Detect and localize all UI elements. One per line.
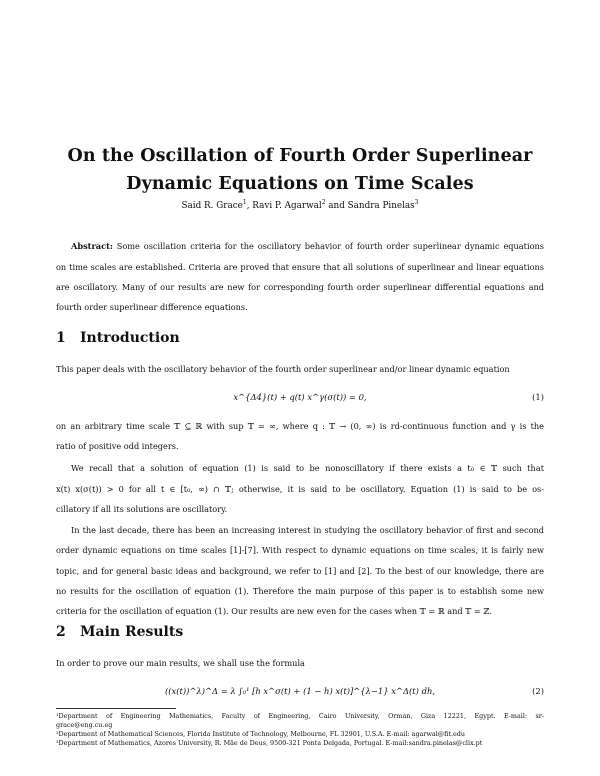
body-line: on an arbitrary time scale 𝕋 ⊆ ℝ with sup 𝕋 = ∞, where q : 𝕋 → (0, ∞) is rd-continuous function and γ is the xyxy=(56,421,544,431)
footnote: ²Department of Mathematical Sciences, Florida Institute of Technology, Melbourne, FL 32901, U.S.A. E-mail: agarwal@fit.edu xyxy=(56,730,466,738)
equation-1 xyxy=(56,392,544,406)
equation-formula: ((x(t))^λ)^Δ = λ ∫₀¹ [h x^σ(t) + (1 − h) x(t)]^{λ−1} x^Δ(t) dh, xyxy=(164,686,436,696)
body-line: We recall that a solution of equation (1) is said to be nonoscillatory if there exists a t₀ ∈ 𝕋 such that xyxy=(71,463,544,473)
section-number: 2 xyxy=(56,624,66,640)
section-title: Main Results xyxy=(80,624,184,640)
paper-title-line-1: On the Oscillation of Fourth Order Superlinear xyxy=(67,146,533,166)
body-line: no results for the oscillation of equation (1). Therefore the main purpose of this paper is to establish some new xyxy=(56,586,544,596)
author-footnote-mark: 2 xyxy=(321,199,326,207)
footnote: ¹Department of Engineering Mathematics, Faculty of Engineering, Cairo University, Orman, Giza 12221, Egypt. E-mail: sr- xyxy=(56,712,544,720)
section-heading-main-results xyxy=(56,624,183,640)
abstract-line: are oscillatory. Many of our results are new for corresponding fourth order superlinear differential equations and xyxy=(56,282,544,292)
equation-number: (1) xyxy=(532,392,544,402)
abstract-text: Some oscillation criteria for the oscillatory behavior of fourth order superlinear dynamic equations xyxy=(112,241,544,251)
author-footnote-mark: 3 xyxy=(414,199,419,207)
abstract-label: Abstract: xyxy=(71,241,113,251)
body-line: This paper deals with the oscillatory behavior of the fourth order superlinear and/or linear dynamic equation xyxy=(56,364,510,374)
footnote-rule xyxy=(56,708,176,709)
body-line: In the last decade, there has been an increasing interest in studying the oscillatory behavior of first and second xyxy=(71,525,544,535)
section-title: Introduction xyxy=(80,330,180,346)
abstract-line: fourth order superlinear difference equations. xyxy=(56,302,248,312)
author-name: , Ravi P. Agarwal xyxy=(246,201,322,211)
body-line: cillatory if all its solutions are oscillatory. xyxy=(56,504,228,514)
body-line: order dynamic equations on time scales [1]-[7]. With respect to dynamic equations on time scales, it is fairly new xyxy=(56,545,544,555)
author-list xyxy=(0,201,600,211)
abstract-line xyxy=(71,241,544,252)
author-name: Said R. Grace xyxy=(181,201,243,211)
section-heading-introduction xyxy=(56,330,180,346)
author-footnote-mark: 1 xyxy=(242,199,247,207)
body-line: ratio of positive odd integers. xyxy=(56,441,179,451)
equation-number: (2) xyxy=(532,686,544,696)
body-line: In order to prove our main results, we shall use the formula xyxy=(56,658,305,668)
body-line: x(t) x(σ(t)) > 0 for all t ∈ [t₀, ∞) ∩ 𝕋; otherwise, it is said to be oscillatory. Equation (1) is said to be os- xyxy=(56,484,544,494)
paper-title-line-2: Dynamic Equations on Time Scales xyxy=(126,174,474,194)
equation-formula: x^{Δ4}(t) + q(t) x^γ(σ(t)) = 0, xyxy=(233,392,367,402)
footnote: ³Department of Mathematics, Azores University, R. Mãe de Deus, 9500-321 Ponta Delgada, Portugal. E-mail:sandra.pinelas@clix.pt xyxy=(56,739,483,747)
author-name: and Sandra Pinelas xyxy=(325,201,415,211)
equation-2 xyxy=(56,686,544,700)
body-line: criteria for the oscillation of equation (1). Our results are new even for the cases when 𝕋 = ℝ and 𝕋 = ℤ. xyxy=(56,606,492,616)
body-line: topic, and for general basic ideas and background, we refer to [1] and [2]. To the best of our knowledge, there are xyxy=(56,566,544,576)
section-number: 1 xyxy=(56,330,66,346)
abstract-line: on time scales are established. Criteria are proved that ensure that all solutions of superlinear and linear equations xyxy=(56,262,544,272)
footnote: grace@eng.cu.eg xyxy=(56,721,113,729)
